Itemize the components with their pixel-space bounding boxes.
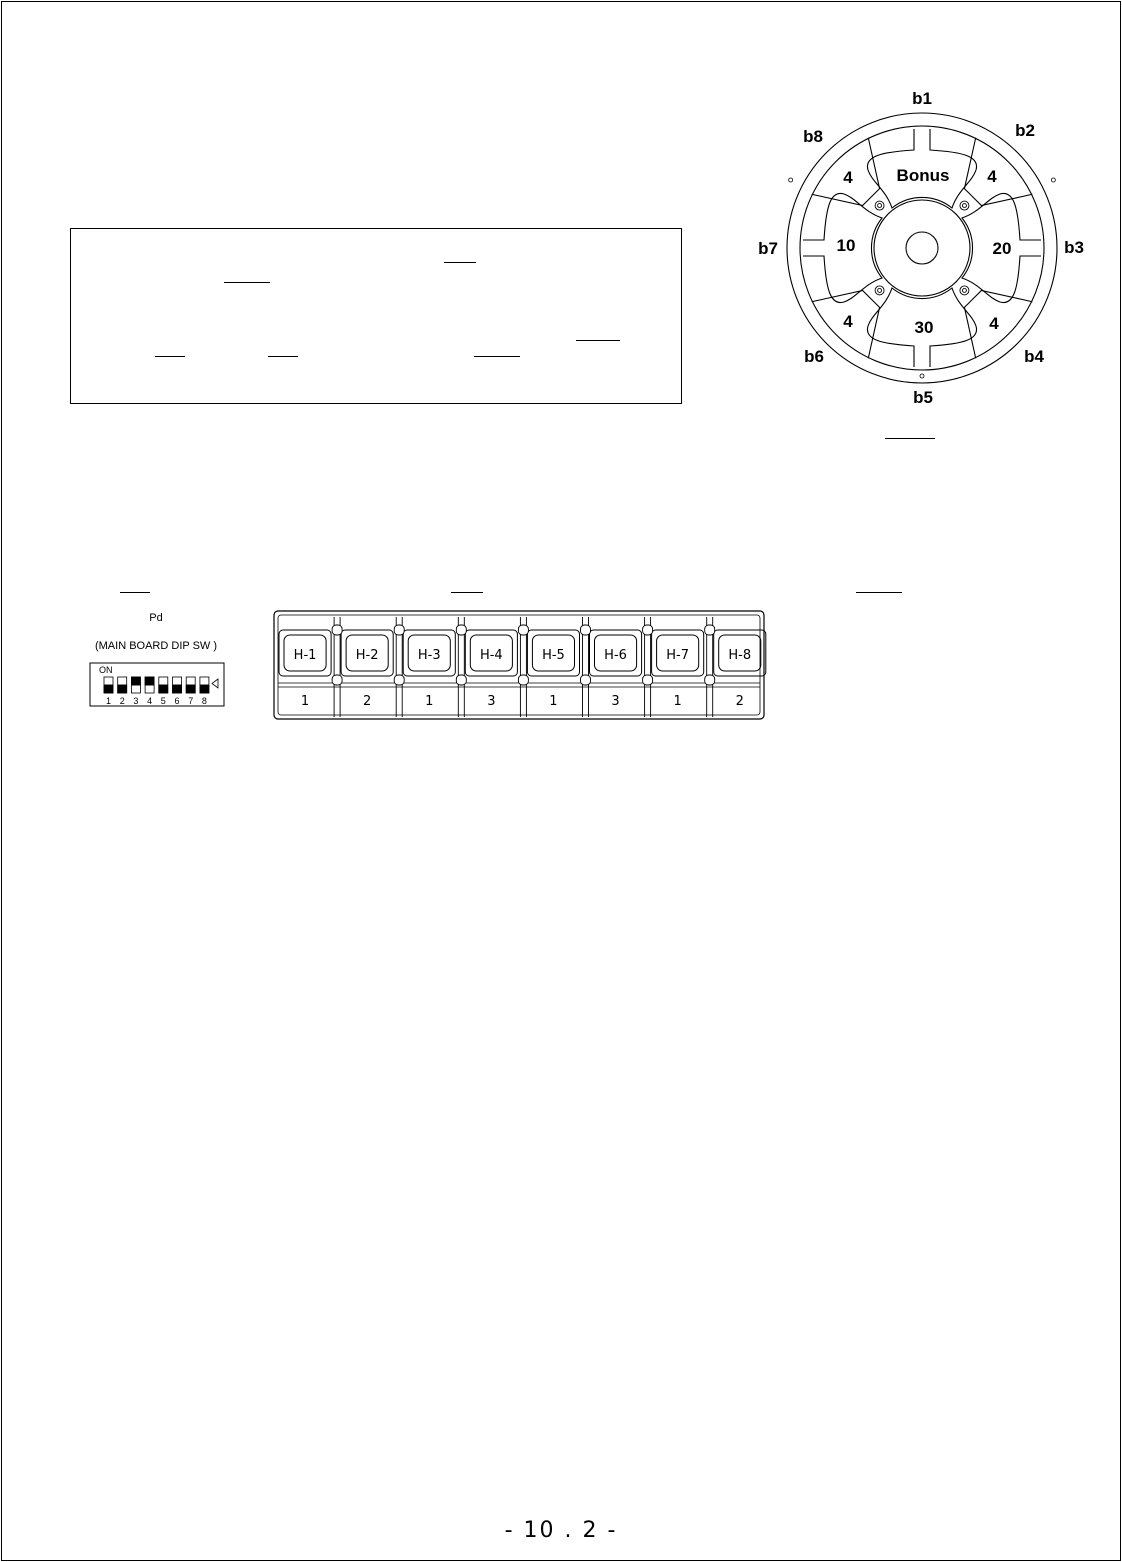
blank-line [120, 592, 150, 593]
blank-line [576, 340, 620, 341]
wheel-segment-label-b5: b5 [913, 388, 933, 407]
bolt-icon [958, 284, 971, 297]
dip-switch-knob [186, 685, 195, 693]
hole-label: H-6 [604, 648, 627, 663]
rim-hole [789, 178, 793, 182]
dip-switch-knob [159, 685, 168, 693]
hole-value: 3 [611, 694, 620, 709]
dip-switch-knob [173, 685, 182, 693]
pd-label: Pd [149, 612, 163, 624]
blank-line [444, 262, 476, 263]
blank-line [451, 592, 483, 593]
hole-value: 1 [300, 694, 310, 709]
dip-switch-knob [145, 677, 154, 685]
hole-label: H-2 [355, 648, 379, 663]
wheel-segment-label-b7: b7 [758, 239, 778, 258]
dip-switch-number: 2 [119, 696, 125, 706]
dip-switch-number: 8 [201, 696, 207, 706]
blank-line [885, 438, 935, 439]
rim-hole [920, 374, 924, 378]
hole-value: 2 [363, 694, 372, 709]
rim-hole [1051, 178, 1055, 182]
dip-on-label: ON [99, 665, 113, 675]
wheel-segment-value-b4: 4 [989, 314, 999, 333]
dip-switch-number: 4 [147, 696, 153, 706]
hole-value: 1 [425, 694, 434, 709]
dip-switch-number: 7 [188, 696, 194, 706]
wheel-segment-value-b8: 4 [843, 168, 853, 187]
hole-value: 1 [549, 694, 558, 709]
wheel-segment-label-b3: b3 [1064, 238, 1084, 257]
blank-line [856, 592, 902, 593]
page-number: - 10 . 2 - [504, 1518, 618, 1543]
wheel-segment-label-b1: b1 [912, 89, 932, 108]
hole-value: 2 [735, 694, 744, 709]
bolt-icon [873, 284, 886, 297]
blank-line [268, 356, 298, 357]
wheel-segment-value-b3: 20 [992, 239, 1012, 258]
wheel-segment-value-b6: 4 [843, 312, 853, 331]
hole-label: H-3 [417, 648, 441, 663]
dip-switch-knob [200, 685, 209, 693]
hole-value: 1 [673, 694, 682, 709]
wheel-segment-value-b7: 10 [836, 236, 856, 255]
wheel-outer-ring [787, 113, 1057, 383]
dip-switch-number: 6 [174, 696, 180, 706]
wheel-segment-value-b2: 4 [987, 167, 997, 186]
hole-value: 3 [487, 694, 496, 709]
prize-wheel-diagram [750, 80, 1100, 415]
blank-line [224, 282, 270, 283]
dip-switch-knob [104, 685, 113, 693]
dip-switch-number: 1 [105, 696, 112, 706]
hole-label: H-4 [479, 648, 503, 663]
wheel-segment-label-b8: b8 [803, 127, 823, 146]
dip-switch-caption: (MAIN BOARD DIP SW ) [94, 640, 218, 652]
hole-label: H-1 [293, 648, 317, 663]
wheel-segment-label-b6: b6 [804, 347, 824, 366]
dip-switch-knob [131, 677, 140, 685]
notice-box [70, 228, 682, 404]
wheel-axle [906, 232, 938, 264]
dip-switch-number: 5 [160, 696, 166, 706]
dip-switch-diagram [90, 605, 240, 710]
hole-panel-diagram [270, 605, 770, 723]
blank-line [155, 356, 185, 357]
wheel-segment-label-b4: b4 [1024, 347, 1044, 366]
dip-switch-number: 3 [133, 696, 139, 706]
wheel-hub [874, 200, 970, 296]
dip-switch-knob [118, 685, 127, 693]
wheel-segment-value-b1: Bonus [896, 166, 950, 185]
bolt-icon [958, 199, 971, 212]
wheel-segment-label-b2: b2 [1015, 121, 1035, 140]
hole-label: H-8 [728, 648, 752, 663]
blank-line [474, 356, 520, 357]
hole-label: H-7 [666, 648, 690, 663]
hole-label: H-5 [542, 648, 565, 663]
bolt-icon [873, 199, 886, 212]
wheel-segment-value-b5: 30 [914, 318, 934, 337]
